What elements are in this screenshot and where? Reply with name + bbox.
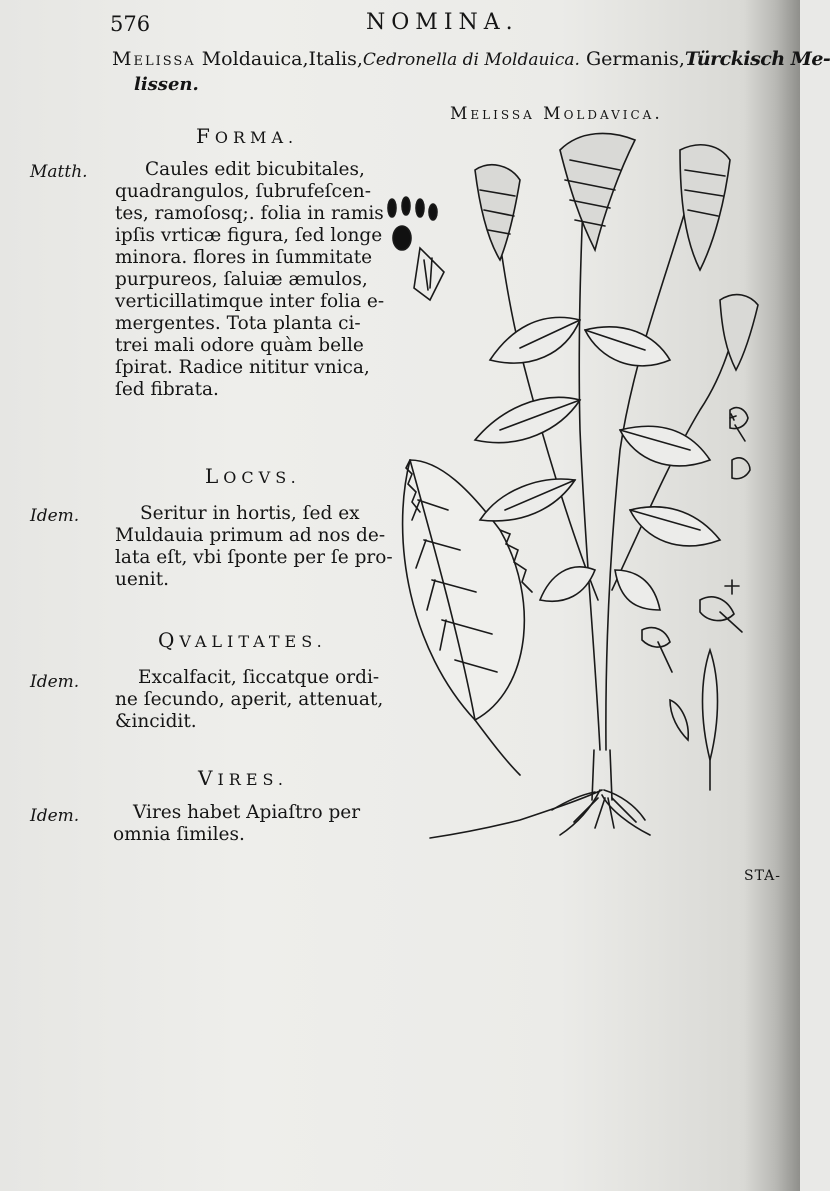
margin-note-locus: Idem. (30, 506, 80, 526)
heading-rest: ORMA. (214, 128, 299, 147)
german-name-continuation: lissen. (134, 74, 199, 95)
text-line: verticillatimque inter folia e- (115, 291, 385, 312)
text-line: Excalfacit, ſiccatque ordi- (138, 667, 380, 688)
margin-note-vires: Idem. (30, 806, 80, 826)
heading-forma (196, 124, 298, 148)
text-line: Vires habet Apiaſtro per (133, 802, 361, 823)
text-line: ſpirat. Radice nititur vnica, (115, 357, 370, 378)
seeds-detail (388, 197, 444, 300)
text-line: ſed fibrata. (115, 379, 219, 400)
margin-note-forma: Matth. (30, 162, 88, 182)
catchword: STA- (744, 868, 782, 884)
text-line: Muldauia primum ad nos de- (115, 525, 386, 546)
text-line: purpureos, ſaluiæ æmulos, (115, 269, 368, 290)
paragraph-qualitates (115, 667, 384, 733)
text-line: mergentes. Tota planta ci- (115, 313, 361, 334)
heading-locus (205, 464, 301, 488)
heading-initial: V (198, 766, 218, 790)
heading-vires (198, 766, 288, 790)
text-line: tes, ramoſosq;. folia in ramis (115, 203, 384, 224)
paragraph-forma (115, 159, 385, 401)
text-line: quadrangulos, ſubrufeſcen- (115, 181, 371, 202)
plant-woodcut-illustration (380, 130, 780, 850)
text-line: ipſis vrticæ figura, ſed longe (115, 225, 383, 246)
heading-initial: L (205, 464, 224, 488)
latin-name-rest: Moldauica,Italis, (195, 48, 363, 70)
text-line: lata eſt, vbi ſponte per ſe pro- (115, 547, 393, 568)
text-line: trei mali odore quàm belle (115, 335, 364, 356)
text-line: Seritur in hortis, ſed ex (140, 503, 360, 524)
roots (430, 790, 650, 838)
paragraph-locus (115, 503, 393, 591)
text-line: omnia ſimiles. (113, 824, 245, 845)
text-line: minora. flores in ſummitate (115, 247, 373, 268)
latin-name: Melissa (112, 48, 196, 70)
page-number: 576 (110, 12, 151, 36)
german-label: Germanis, (579, 48, 685, 70)
text-line: &incidit. (115, 711, 197, 732)
text-line: ne ſecundo, aperit, attenuat, (115, 689, 384, 710)
heading-initial: F (196, 124, 215, 148)
heading-rest: VALITATES. (179, 632, 327, 651)
figure-caption: Melissa Moldavica. (450, 104, 663, 124)
running-title: NOMINA. (366, 10, 519, 35)
german-name: Türckisch Me- (684, 48, 830, 70)
heading-rest: OCVS. (223, 468, 301, 487)
text-line: uenit. (115, 569, 170, 590)
plant-names-line (112, 48, 830, 70)
paragraph-vires (113, 802, 381, 846)
heading-rest: IRES. (217, 770, 288, 789)
margin-note-qualitates: Idem. (30, 672, 80, 692)
text-line: Caules edit bicubitales, (145, 159, 365, 180)
heading-qualitates (158, 628, 327, 652)
italian-name: Cedronella di Moldauica. (362, 50, 580, 70)
heading-initial: Q (158, 628, 180, 652)
